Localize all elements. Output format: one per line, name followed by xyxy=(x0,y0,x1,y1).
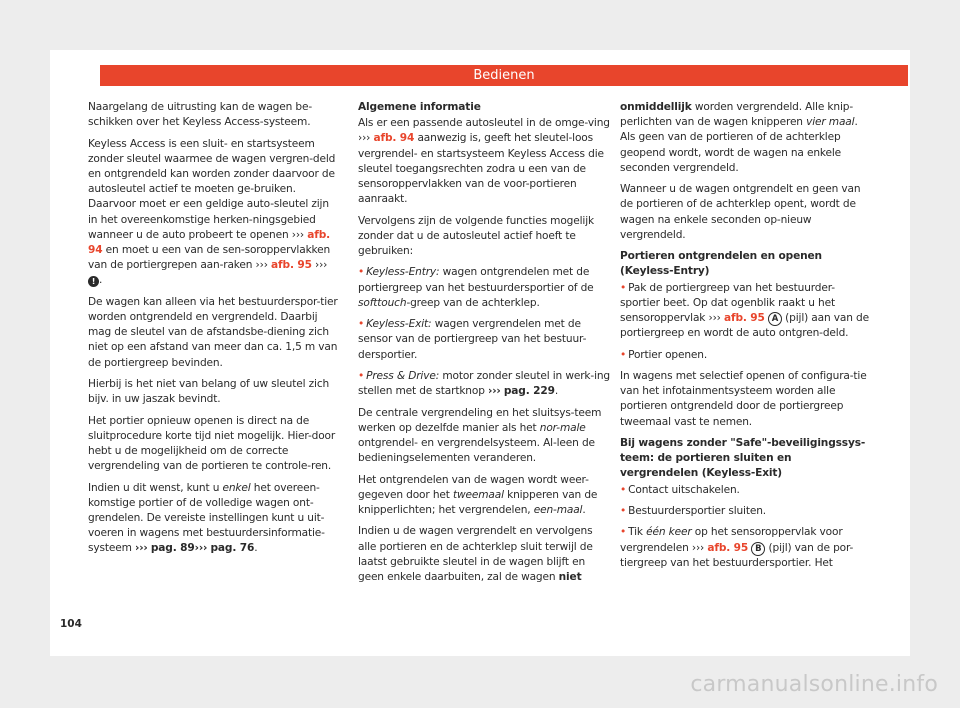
paragraph: onmiddellijk worden vergrendeld. Alle knip-perlichten van de wagen knipperen vier maal. Als geen van de portieren of de achterklep geopend wordt, wordt de wagen na enkele seconden vergrendeld. xyxy=(620,101,858,174)
paragraph: Wanneer u de wagen ontgrendelt en geen van de portieren of de achterklep opent, wordt de wagen na enkele seconden op-nieuw vergrendeld. xyxy=(620,183,861,241)
figure-link[interactable]: afb. 94 xyxy=(373,132,415,145)
paragraph: De wagen kan alleen via het bestuurderspor-tier worden ontgrendeld en vergrendeld. Daarbij mag de sleutel van de afstandsbe-diening zich niet op een afstand van meer dan ca. 1,5 m van de portiergreep bevinden. xyxy=(88,295,338,369)
section-heading: Algemene informatie xyxy=(358,101,481,113)
manual-page xyxy=(50,50,910,656)
section-header: Bedienen xyxy=(100,65,908,86)
warning-icon: ! xyxy=(88,276,99,287)
text-column-3 xyxy=(620,100,872,577)
watermark: carmanualsonline.info xyxy=(690,672,938,697)
page-number: 104 xyxy=(60,618,82,630)
bullet-icon: • xyxy=(620,526,627,539)
text-column-2 xyxy=(358,100,610,591)
callout-marker: B xyxy=(751,542,765,556)
paragraph: Het portier opnieuw openen is direct na de sluitprocedure korte tijd niet mogelijk. Hier-door hebt u de mogelijkheid om de correcte vergrendeling van de portieren te controle-ren. xyxy=(88,414,336,473)
bullet-icon: • xyxy=(620,281,627,294)
paragraph: Hierbij is het niet van belang of uw sleutel zich bijv. in uw jaszak bevindt. xyxy=(88,378,330,406)
bullet-item: • Keyless-Exit: wagen vergrendelen met de sensor van de portiergreep van het bestuur-dersportier. xyxy=(358,318,587,361)
bullet-item: • Bestuurdersportier sluiten. xyxy=(620,505,767,517)
paragraph: De centrale vergrendeling en het sluitsys-teem werken op dezelfde manier als het nor-male ontgrendel- en vergrendelsysteem. Al-leen de bedieningselementen veranderen. xyxy=(358,406,602,465)
paragraph: Indien u de wagen vergrendelt en vervolgens alle portieren en de achterklep sluit terwijl de laatst gebruikte sleutel in de wagen blijft en geen enkele daarbuiten, zal de wagen niet xyxy=(358,525,593,583)
bullet-icon: • xyxy=(620,348,627,361)
bullet-icon: • xyxy=(358,318,365,331)
bullet-item: • Contact uitschakelen. xyxy=(620,483,740,496)
page-link[interactable]: pag. 89 xyxy=(150,542,195,555)
bullet-icon: • xyxy=(620,483,627,496)
figure-link[interactable]: afb. 94 xyxy=(88,228,330,257)
figure-link[interactable]: afb. 95 xyxy=(707,541,749,554)
section-heading: Bij wagens zonder "Safe"-beveiligingssys-teem: de portieren sluiten en vergrendelen (Keyless-Exit) xyxy=(620,437,866,480)
bullet-item: • Keyless-Entry: wagen ontgrendelen met de portiergreep van het bestuurdersportier of de softtouch-greep van de achterklep. xyxy=(358,266,594,309)
bullet-item: • Press & Drive: motor zonder sleutel in werk-ing stellen met de startknop ››› pag. 229. xyxy=(358,370,611,398)
bullet-icon: • xyxy=(620,505,627,517)
figure-link[interactable]: afb. 95 xyxy=(723,312,765,325)
paragraph: Keyless Access is een sluit- en startsysteem zonder sleutel waarmee de wagen vergren-deld en ontgrendeld kan worden zonder daarvoor de autosleutel actief te moeten ge-bruiken. Daarvoor moet er een geldige auto-sleutel zijn in het overeenkomstige herken-ningsgebied wanneer u de auto probeert te openen ››› afb. 94 en moet u een van de sen-soroppervlakken van de portiergrepen aan-raken ››› afb. 95 ››› ! . xyxy=(88,137,336,287)
paragraph: In wagens met selectief openen of configura-tie van het infotainmentsysteem worden alle portieren ontgrendeld door de portiergreep tweemaal vast te nemen. xyxy=(620,370,867,428)
page-link[interactable]: pag. 76 xyxy=(210,542,255,555)
bullet-icon: • xyxy=(358,266,365,279)
paragraph: Indien u dit wenst, kunt u enkel het overeen-komstige portier of de volledige wagen ont-grendelen. De vereiste instellingen kunt u uit-voeren in wagens met bestuurdersinformatie-systeem ››› pag. 89››› pag. 76. xyxy=(88,481,325,555)
callout-marker: A xyxy=(768,312,782,326)
paragraph: Het ontgrendelen van de wagen wordt weer-gegeven door het tweemaal knipperen van de knipperlichten; het vergrendelen, een-maal. xyxy=(358,473,598,516)
section-heading: Portieren ontgrendelen en openen (Keyless-Entry) xyxy=(620,250,822,278)
paragraph: Als er een passende autosleutel in de omge-ving ››› afb. 94 aanwezig is, geeft het sleutel-loos vergrendel- en startsysteem Keyless Access die sleutel toegangsrechten zodra u een van de sensoroppervlakken van de voor-portieren aanraakt. xyxy=(358,117,610,206)
figure-link[interactable]: afb. 95 xyxy=(271,259,312,272)
paragraph: Vervolgens zijn de volgende functies mogelijk zonder dat u de autosleutel actief hoeft te gebruiken: xyxy=(358,214,594,258)
paragraph: Naargelang de uitrusting kan de wagen be-schikken over het Keyless Access-systeem. xyxy=(88,101,313,129)
bullet-item: • Tik één keer op het sensoroppervlak voor vergrendelen ››› afb. 95 B (pijl) van de por-tiergreep van het bestuurdersportier. Het xyxy=(620,526,854,569)
bullet-item: • Pak de portiergreep van het bestuurder-sportier beet. Op dat ogenblik raakt u het sensoroppervlak ››› afb. 95 A (pijl) aan van de portiergreep en wordt de auto ontgren-deld. xyxy=(620,281,869,340)
text-column-1 xyxy=(88,100,340,563)
bullet-icon: • xyxy=(358,370,365,382)
page-link[interactable]: pag. 229 xyxy=(503,385,555,398)
bullet-item: • Portier openen. xyxy=(620,348,708,361)
